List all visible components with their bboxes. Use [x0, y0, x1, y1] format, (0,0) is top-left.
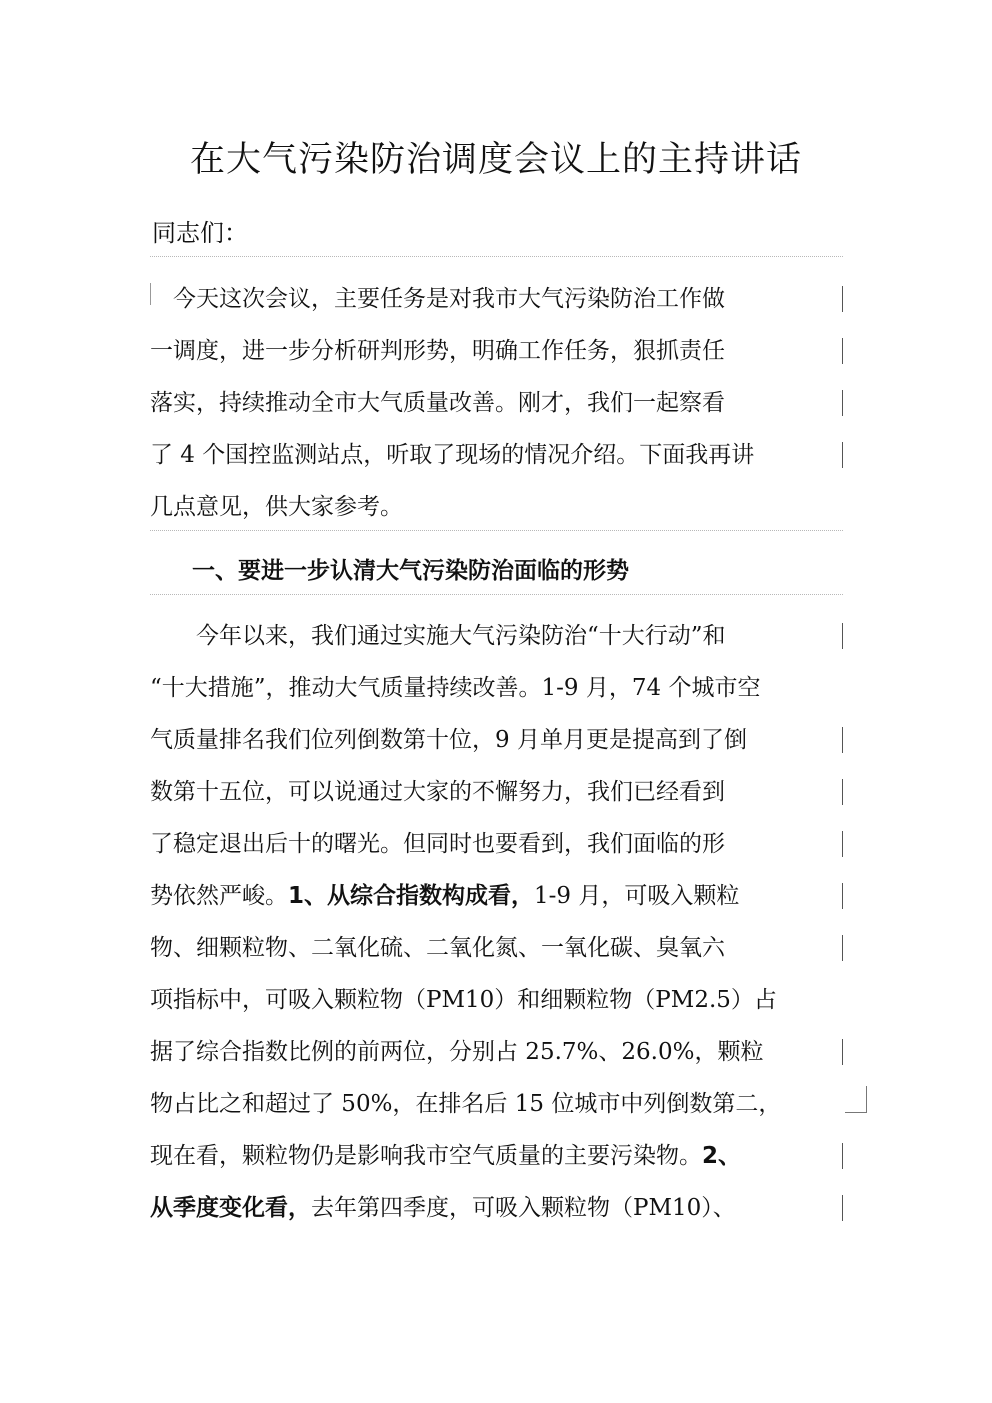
p1-line-4: 了 4 个国控监测站点，听取了现场的情况介绍。下面我再讲: [150, 442, 755, 468]
margin-bar: [842, 831, 843, 857]
p2-line-9: 据了综合指数比例的前两位，分别占 25.7%、26.0%，颗粒: [150, 1039, 764, 1065]
p2-line-11-bold: 2、: [702, 1143, 742, 1169]
p2-line-6-rest: 1-9 月，可吸入颗粒: [534, 883, 740, 909]
margin-bar: [842, 390, 843, 416]
p2-line-11: [150, 1136, 741, 1176]
p2-line-6: [150, 876, 739, 916]
paragraph-divider: [150, 256, 843, 257]
p1-line-1: 今天这次会议，主要任务是对我市大气污染防治工作做: [150, 286, 725, 312]
p2-line-12-rest: 去年第四季度，可吸入颗粒物（PM10）、: [311, 1195, 736, 1221]
margin-bar: [842, 883, 843, 909]
p2-line-12: [150, 1188, 736, 1228]
p2-line-3: 气质量排名我们位列倒数第十位，9 月单月更是提高到了倒: [150, 727, 747, 753]
p2-line-2: “十大措施”，推动大气质量持续改善。1-9 月，74 个城市空: [150, 675, 761, 701]
p2-line-1: 今年以来，我们通过实施大气污染防治“十大行动”和: [150, 623, 726, 649]
paragraph-divider: [150, 530, 843, 531]
section-heading: 一、要进一步认清大气污染防治面临的形势: [192, 558, 629, 584]
greeting: 同志们：: [152, 219, 248, 247]
margin-corner-mark: [845, 1112, 867, 1113]
paragraph-divider: [150, 594, 843, 595]
margin-bar: [842, 286, 843, 312]
p1-line-3: 落实，持续推动全市大气质量改善。刚才，我们一起察看: [150, 390, 725, 416]
margin-bar: [842, 727, 843, 753]
margin-corner-mark: [866, 1086, 867, 1112]
margin-bar: [842, 1195, 843, 1221]
margin-bar: [842, 779, 843, 805]
margin-bar: [842, 1039, 843, 1065]
margin-bar: [842, 442, 843, 468]
p2-line-4: 数第十五位，可以说通过大家的不懈努力，我们已经看到: [150, 779, 725, 805]
p2-line-12-bold: 从季度变化看，: [150, 1195, 311, 1221]
p2-line-7: 物、细颗粒物、二氧化硫、二氧化氮、一氧化碳、臭氧六: [150, 935, 725, 961]
margin-bar: [842, 1143, 843, 1169]
p2-line-8: 项指标中，可吸入颗粒物（PM10）和细颗粒物（PM2.5）占: [150, 987, 777, 1013]
p2-line-10: 物占比之和超过了 50%，在排名后 15 位城市中列倒数第二，: [150, 1091, 782, 1117]
p2-line-5: 了稳定退出后十的曙光。但同时也要看到，我们面临的形: [150, 831, 725, 857]
p2-line-6-text: 势依然严峻。: [150, 883, 288, 909]
p1-line-2: 一调度，进一步分析研判形势，明确工作任务，狠抓责任: [150, 338, 725, 364]
p2-line-6-bold: 1、从综合指数构成看，: [288, 883, 535, 909]
margin-bar: [842, 623, 843, 649]
margin-bar: [842, 338, 843, 364]
p1-line-5: 几点意见，供大家参考。: [150, 494, 403, 520]
margin-bar: [842, 935, 843, 961]
p2-line-11-text: 现在看，颗粒物仍是影响我市空气质量的主要污染物。: [150, 1143, 702, 1169]
document-title: 在大气污染防治调度会议上的主持讲话: [189, 140, 802, 180]
